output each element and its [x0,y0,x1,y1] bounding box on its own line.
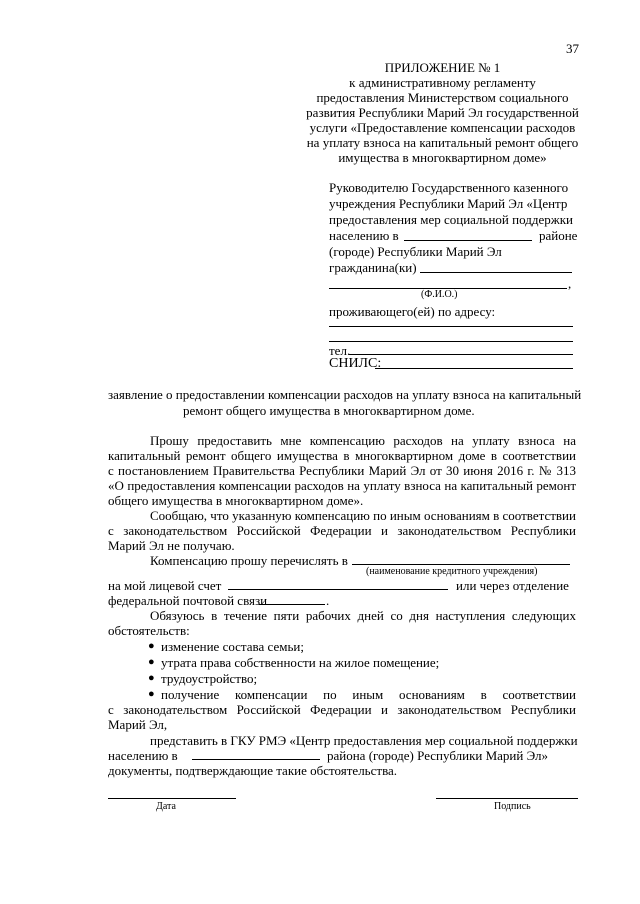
body-line: Марий Эл, [108,717,168,732]
appendix-line: к административному регламенту [349,75,536,90]
list-item: получение компенсации по иным основаниям в соответствии [161,687,576,702]
appendix-line: развития Республики Марий Эл государственной [306,105,579,120]
phone-label: тел. [329,343,351,358]
addressee-line: учреждения Республики Марий Эл «Центр [329,196,568,211]
body-line: Обязуюсь в течение пяти рабочих дней со дня наступления следующих [150,608,576,623]
list-item: изменение состава семьи; [161,639,304,654]
statement-title: заявление о предоставлении компенсации расходов на уплату взноса на капитальный [108,387,582,402]
body-line: Марий Эл не получаю. [108,538,235,553]
appendix-header [300,60,585,165]
fio-caption: (Ф.И.О.) [421,289,458,300]
snils-label: СНИЛС: [329,356,382,371]
citizen-name-blank[interactable] [420,272,572,273]
appendix-line: на уплату взноса на капитальный ремонт общего [306,135,579,150]
addressee-line: районе [539,228,578,243]
comma: , [568,276,572,291]
body-line: капитальный ремонт общего имущества в многоквартирном доме в соответствии [108,448,576,463]
body-line: населению в [108,748,178,763]
bullet-icon: ● [148,640,155,652]
bank-name-blank[interactable] [352,564,570,565]
addressee-line: Руководителю Государственного казенного [329,180,569,195]
period: . [326,593,330,608]
addressee-line: предоставления мер социальной поддержки [329,212,573,227]
list-item: трудоустройство; [161,671,258,686]
district-blank[interactable] [404,240,532,241]
post-office-option: или через отделение [456,578,569,593]
body-line: обстоятельств: [108,623,190,638]
bullet-icon: ● [148,688,155,700]
account-number-blank[interactable] [228,589,448,590]
body-line: представить в ГКУ РМЭ «Центр предоставления мер социальной поддержки [150,733,578,748]
appendix-line: услуги «Предоставление компенсации расходов [309,120,576,135]
post-office-blank[interactable] [259,604,325,605]
district-blank-2[interactable] [192,759,320,760]
body-line: с законодательством Российской Федерации и законодательством Республики [108,702,576,717]
body-line: Сообщаю, что указанную компенсацию по иным основаниям в соответствии [150,508,576,523]
body-line: с законодательством Российской Федерации и законодательством Республики [108,523,576,538]
addressee-line: населению в [329,228,399,243]
account-label: на мой лицевой счет [108,578,222,593]
body-line: Прошу предоставить мне компенсацию расходов на уплату взноса на [150,433,576,448]
address-label: проживающего(ей) по адресу: [329,304,496,319]
signature-blank[interactable] [436,798,578,799]
date-label: Дата [156,801,176,812]
body-line: «О предоставления компенсации расходов на уплату взноса на капитальный ремонт [108,478,576,493]
address-blank-1[interactable] [329,326,573,327]
snils-blank[interactable] [375,368,573,369]
appendix-line: имущества в многоквартирном доме» [338,150,547,165]
bullet-icon: ● [148,656,155,668]
phone-blank[interactable] [349,354,573,355]
transfer-label: Компенсацию прошу перечислять в [150,553,348,568]
address-blank-2[interactable] [329,341,573,342]
addressee-line: (городе) Республики Марий Эл [329,244,502,259]
body-line: с постановлением Правительства Республики Марий Эл от 30 июня 2016 г. № 313 [108,463,576,478]
page-number: 37 [566,41,579,56]
bullet-icon: ● [148,672,155,684]
post-label: федеральной почтовой связи [108,593,268,608]
appendix-line: предоставления Министерством социального [316,90,569,105]
bank-caption: (наименование кредитного учреждения) [366,566,538,577]
appendix-title: ПРИЛОЖЕНИЕ № 1 [384,60,501,75]
body-line: общего имущества в многоквартирном доме». [108,493,364,508]
list-item: утрата права собственности на жилое помещение; [161,655,440,670]
statement-title: ремонт общего имущества в многоквартирном доме. [183,403,475,418]
date-blank[interactable] [108,798,236,799]
signature-label: Подпись [494,801,531,812]
body-line: документы, подтверждающие такие обстоятельства. [108,763,398,778]
citizen-label: гражданина(ки) [329,260,417,275]
body-line: района (городе) Республики Марий Эл» [327,748,548,763]
